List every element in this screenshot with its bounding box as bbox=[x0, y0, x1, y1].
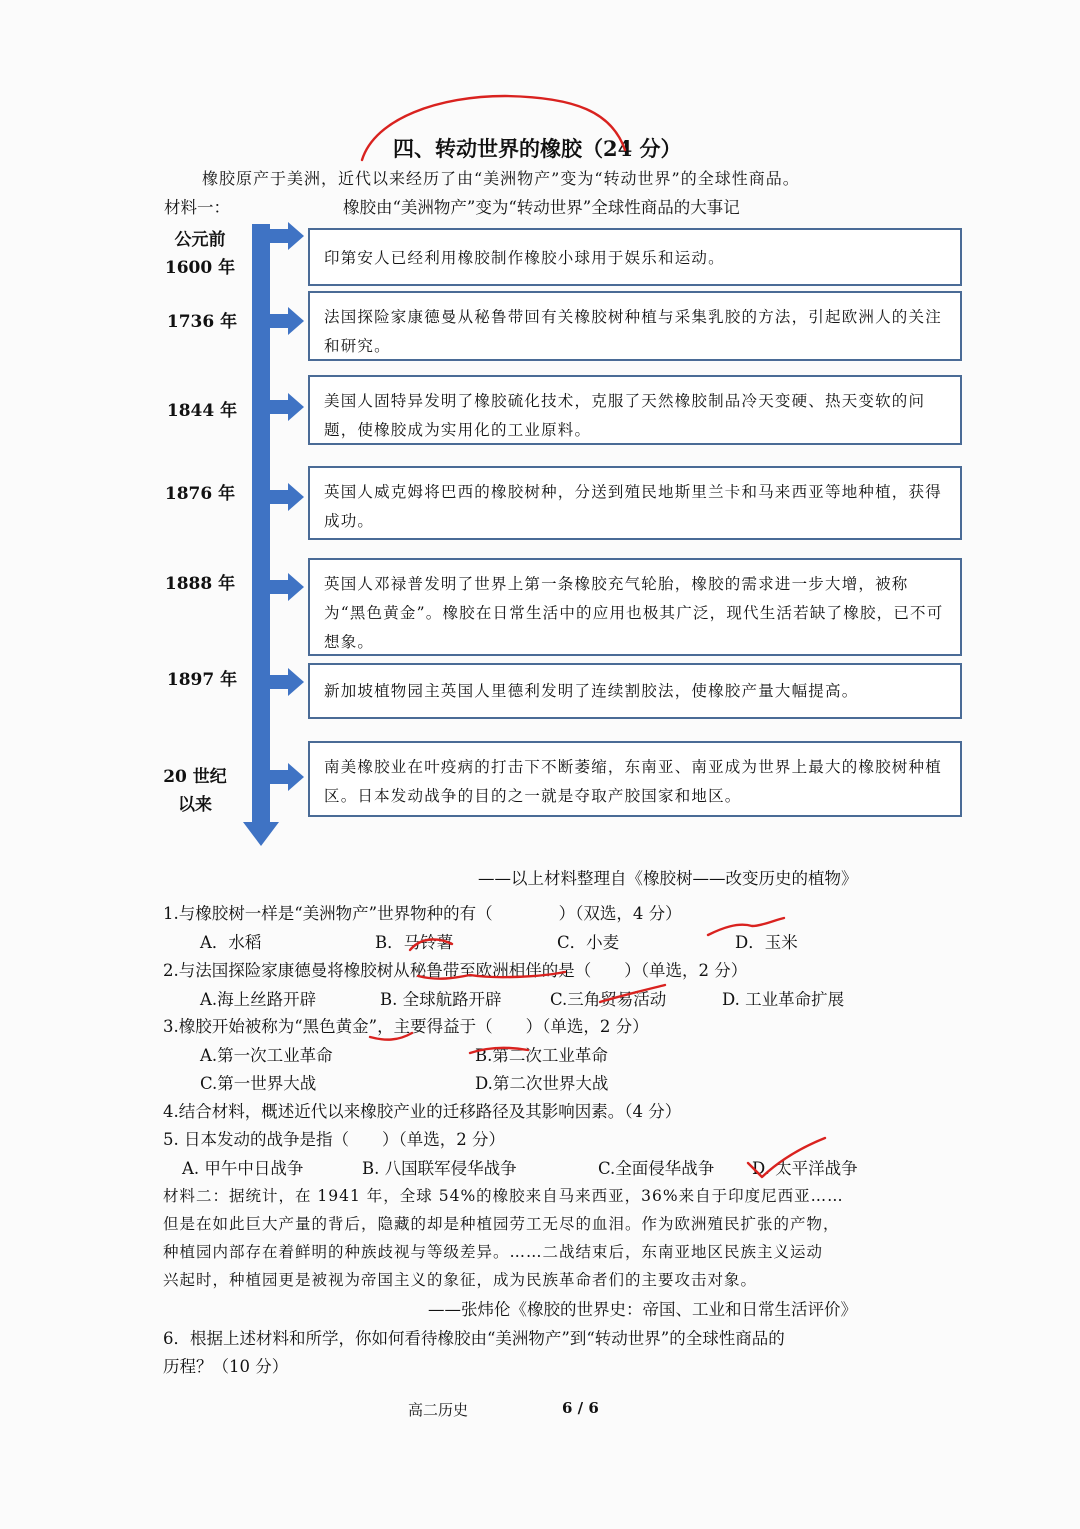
q1-b-underline bbox=[410, 939, 452, 950]
timeline-year-7: 20 世纪 以来 bbox=[163, 767, 227, 815]
question-2: 2.与法国探险家康德曼将橡胶树从秘鲁带至欧洲相伴的是（ ）（单选，2 分） bbox=[163, 961, 748, 980]
timeline-year-4: 1876 年 bbox=[164, 484, 236, 504]
q3-b-mark bbox=[470, 1048, 528, 1053]
timeline-year-3: 1844 年 bbox=[166, 401, 238, 421]
q5-option-c[interactable]: C.全面侵华战争 bbox=[598, 1159, 715, 1178]
timeline-event-4: 英国人威克姆将巴西的橡胶树种，分送到殖民地斯里兰卡和马来西亚等地种植，获得成功。 bbox=[308, 466, 962, 540]
footer-page-number: 6 / 6 bbox=[562, 1399, 599, 1417]
q1-option-d[interactable]: D．玉米 bbox=[735, 933, 798, 952]
q3-option-a[interactable]: A.第一次工业革命 bbox=[200, 1046, 333, 1065]
q2-option-b[interactable]: B. 全球航路开辟 bbox=[380, 990, 502, 1009]
q2-option-a[interactable]: A.海上丝路开辟 bbox=[200, 990, 317, 1009]
section-title: 四、转动世界的橡胶（24 分） bbox=[393, 136, 682, 161]
q5-d-check bbox=[748, 1138, 825, 1177]
q5-option-a[interactable]: A. 甲午中日战争 bbox=[182, 1159, 304, 1178]
material2-line-3: 种植园内部存在着鲜明的种族歧视与等级差异。……二战结束后，东南亚地区民族主义运动 bbox=[163, 1243, 824, 1261]
q5-option-b[interactable]: B. 八国联军侵华战争 bbox=[362, 1159, 517, 1178]
question-6-line-1: 6．根据上述材料和所学，你如何看待橡胶由“美洲物产”到“转动世界”的全球性商品的 bbox=[163, 1329, 785, 1348]
question-6-line-2: 历程？（10 分） bbox=[163, 1357, 289, 1376]
material2-line-2: 但是在如此巨大产量的背后，隐藏的却是种植园劳工无尽的血泪。作为欧洲殖民扩张的产物， bbox=[163, 1215, 840, 1233]
timeline-event-7: 南美橡胶业在叶疫病的打击下不断萎缩，东南亚、南亚成为世界上最大的橡胶树种植区。日本发动战争的目的之一就是夺取产胶国家和地区。 bbox=[308, 741, 962, 817]
q5-option-d[interactable]: D. 太平洋战争 bbox=[752, 1159, 858, 1178]
q3-option-c[interactable]: C.第一世界大战 bbox=[200, 1074, 317, 1093]
material2-source: ——张炜伦《橡胶的世界史：帝国、工业和日常生活评价》 bbox=[428, 1300, 857, 1319]
material2-line-4: 兴起时，种植园更是被视为帝国主义的象征，成为民族革命者们的主要攻击对象。 bbox=[163, 1271, 758, 1289]
question-3: 3.橡胶开始被称为“黑色黄金”，主要得益于（ ）（单选，2 分） bbox=[163, 1017, 649, 1036]
q1-option-c[interactable]: C．小麦 bbox=[557, 933, 620, 952]
q1-option-a[interactable]: A．水稻 bbox=[200, 933, 262, 952]
q2-option-d[interactable]: D. 工业革命扩展 bbox=[722, 990, 845, 1009]
q3-option-d[interactable]: D.第二次世界大战 bbox=[475, 1074, 609, 1093]
question-4: 4.结合材料，概述近代以来橡胶产业的迁移路径及其影响因素。（4 分） bbox=[163, 1102, 682, 1121]
q1-checkmark bbox=[708, 918, 784, 935]
q3-option-b[interactable]: B.第二次工业革命 bbox=[475, 1046, 608, 1065]
q2-underline bbox=[418, 972, 565, 979]
timeline-event-1: 印第安人已经利用橡胶制作橡胶小球用于娱乐和运动。 bbox=[308, 228, 962, 286]
timeline-year-6: 1897 年 bbox=[166, 670, 238, 690]
q3-underline bbox=[370, 1033, 412, 1040]
timeline-event-6: 新加坡植物园主英国人里德利发明了连续割胶法，使橡胶产量大幅提高。 bbox=[308, 663, 962, 719]
q2-option-c[interactable]: C.三角贸易活动 bbox=[550, 990, 667, 1009]
footer-subject: 高二历史 bbox=[408, 1401, 469, 1419]
timeline-year-1: 公元前 1600 年 bbox=[164, 230, 236, 278]
title-circle-mark bbox=[362, 96, 625, 160]
timeline-year-5: 1888 年 bbox=[164, 574, 236, 594]
timeline-year-2: 1736 年 bbox=[166, 312, 238, 332]
material1-label: 材料一： bbox=[164, 198, 230, 217]
question-1: 1.与橡胶树一样是“美洲物产”世界物种的有（ ）（双选，4 分） bbox=[163, 904, 682, 923]
q2-c-strike bbox=[600, 985, 665, 1002]
timeline-event-3: 美国人固特异发明了橡胶硫化技术，克服了天然橡胶制品冷天变硬、热天变软的问题，使橡胶成为实用化的工业原料。 bbox=[308, 375, 962, 445]
timeline-event-5: 英国人邓禄普发明了世界上第一条橡胶充气轮胎，橡胶的需求进一步大增，被称为“黑色黄金”。橡胶在日常生活中的应用也极其广泛，现代生活若缺了橡胶，已不可想象。 bbox=[308, 558, 962, 656]
timeline-event-2: 法国探险家康德曼从秘鲁带回有关橡胶树种植与采集乳胶的方法，引起欧洲人的关注和研究。 bbox=[308, 291, 962, 361]
intro-text: 橡胶原产于美洲，近代以来经历了由“美洲物产”变为“转动世界”的全球性商品。 bbox=[202, 169, 800, 188]
material1-heading: 橡胶由“美洲物产”变为“转动世界”全球性商品的大事记 bbox=[343, 198, 740, 217]
question-5: 5. 日本发动的战争是指（ ）（单选，2 分） bbox=[163, 1130, 505, 1149]
q1-option-b[interactable]: B．马铃薯 bbox=[375, 933, 454, 952]
material2-line-1: 材料二：据统计，在 1941 年，全球 54%的橡胶来自马来西亚，36%来自于印度尼西亚…… bbox=[163, 1187, 844, 1205]
material1-source: ——以上材料整理自《橡胶树——改变历史的植物》 bbox=[478, 869, 858, 888]
